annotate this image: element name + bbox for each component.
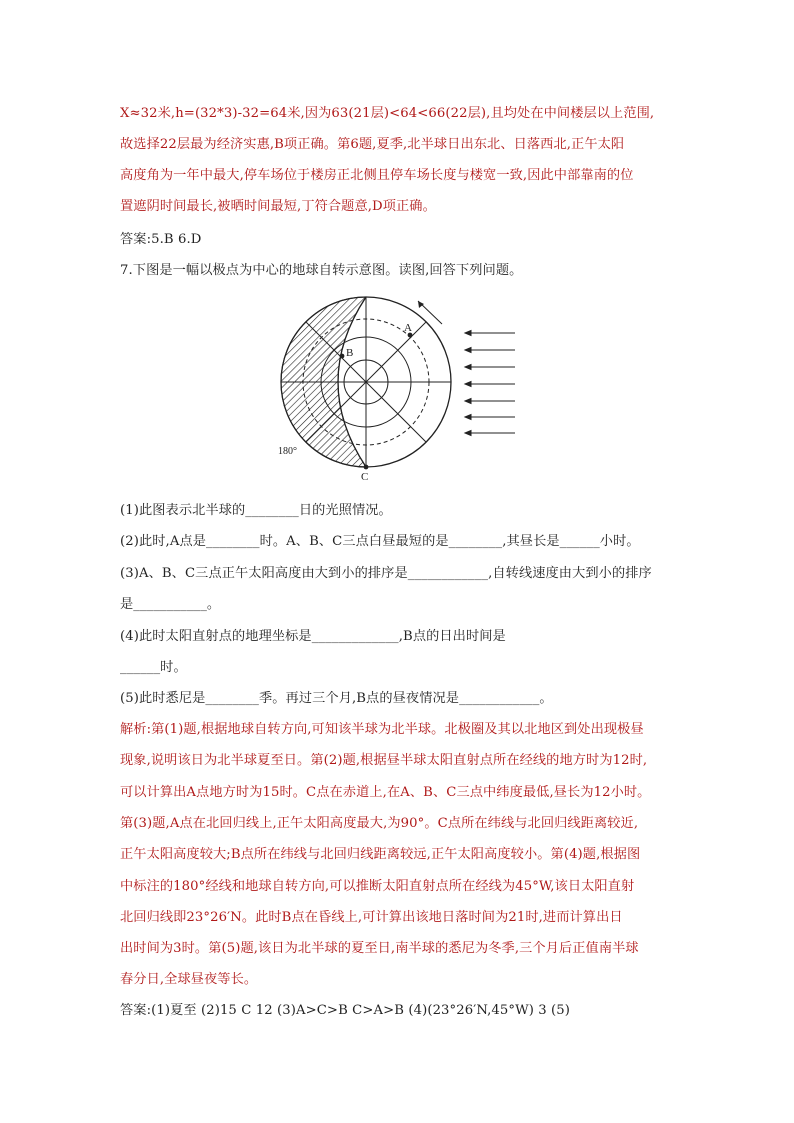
sunlight-arrows <box>465 331 515 436</box>
analysis-line: 正午太阳高度较大;B点所在纬线与北回归线距离较远,正午太阳高度较小。第(4)题,根据图 <box>120 847 641 862</box>
text-line: 故选择22层最为经济实惠,B项正确。第6题,夏季,北半球日出东北、日落西北,正午太阳 <box>120 137 625 152</box>
question-line: (2)此时,A点是________时。A、B、C三点白昼最短的是________,其昼长是______小时。 <box>120 534 640 549</box>
analysis-line: 春分日,全球昼夜等长。 <box>120 972 258 987</box>
analysis-line: 解析:第(1)题,根据地球自转方向,可知该半球为北半球。北极圈及其以北地区到处出现极昼 <box>120 722 644 737</box>
analysis-line: 第(3)题,A点在北回归线上,正午太阳高度最大,为90°。C点所在纬线与北回归线距离较近, <box>120 816 639 831</box>
analysis-line: 可以计算出A点地方时为15时。C点在赤道上,在A、B、C三点中纬度最低,昼长为12小时。 <box>120 785 651 800</box>
question-title: 7.下图是一幅以极点为中心的地球自转示意图。读图,回答下列问题。 <box>120 263 523 278</box>
question-line: (5)此时悉尼是________季。再过三个月,B点的昼夜情况是____________。 <box>120 691 553 706</box>
analysis-line: 现象,说明该日为北半球夏至日。第(2)题,根据昼半球太阳直射点所在经线的地方时为12时, <box>120 753 648 768</box>
answer-line: 答案:(1)夏至 (2)15 C 12 (3)A>C>B C>A>B (4)(23°26′N,45°W) 3 (5) <box>120 1003 571 1018</box>
analysis-line: 中标注的180°经线和地球自转方向,可以推断太阳直射点所在经线为45°W,该日太阳直射 <box>120 879 635 894</box>
point-b <box>340 354 345 359</box>
label-c: C <box>361 471 369 483</box>
label-180: 180° <box>278 446 297 457</box>
label-b: B <box>346 347 354 359</box>
analysis-line: 出时间为3时。第(5)题,该日为北半球的夏至日,南半球的悉尼为冬季,三个月后正值南半球 <box>120 941 639 956</box>
question-line: (4)此时太阳直射点的地理坐标是_____________,B点的日出时间是 <box>120 629 506 644</box>
question-line: (1)此图表示北半球的________日的光照情况。 <box>120 503 392 518</box>
point-c <box>364 465 369 470</box>
question-line: (3)A、B、C三点正午太阳高度由大到小的排序是____________,自转线速度由大到小的排序 <box>120 566 652 581</box>
analysis-line: 北回归线即23°26′N。此时B点在昏线上,可计算出该地日落时间为21时,进而计算出日 <box>120 910 623 925</box>
answer-line: 答案:5.B 6.D <box>120 232 202 247</box>
label-a: A <box>404 322 412 334</box>
earth-rotation-figure <box>270 293 530 483</box>
text-line: 置遮阴时间最长,被晒时间最短,丁符合题意,D项正确。 <box>120 199 436 214</box>
rotation-arrow-icon <box>418 301 424 308</box>
question-line: ______时。 <box>120 660 187 675</box>
text-line: 高度角为一年中最大,停车场位于楼房正北侧且停车场长度与楼宽一致,因此中部靠南的位 <box>120 168 634 183</box>
question-line: 是___________。 <box>120 597 221 612</box>
text-line: X≈32米,h=(32*3)-32=64米,因为63(21层)<64<66(22层),且均处在中间楼层以上范围, <box>120 106 655 121</box>
